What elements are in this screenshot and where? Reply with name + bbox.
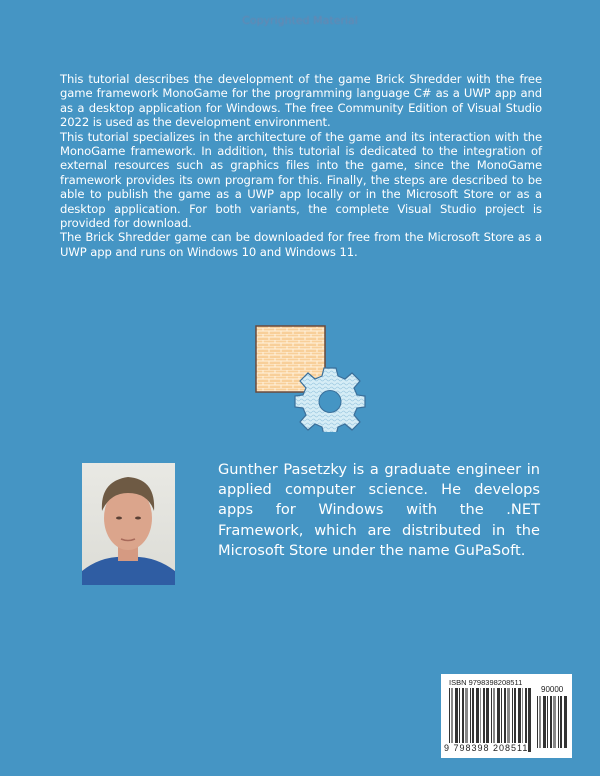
price-code: 90000: [541, 685, 564, 694]
addon-bars: [537, 696, 567, 748]
book-description: [60, 72, 542, 259]
copyright-watermark: Copyrighted Material: [242, 14, 358, 27]
author-bio: Gunther Pasetzky is a graduate engineer in applied computer science. He develops apps for Windows with the .NET Framework, which are distributed in the Microsoft Store under the name GuPaSoft.: [218, 461, 540, 559]
description-paragraph: The Brick Shredder game can be downloaded for free from the Microsoft Store as a UWP app and runs on Windows 10 and Windows 11.: [60, 230, 542, 259]
description-paragraph: This tutorial specializes in the architecture of the game and its interaction with the MonoGame framework. In addition, this tutorial is dedicated to the integration of external resources such as graphics files into the game, since the MonoGame framework provides its own program for this. Finally, the steps are described to be able to publish the game as a UWP app locally or in the Microsoft Store or as a desktop application. For both variants, the complete Visual Studio project is provided for download.: [60, 129, 542, 231]
barcode-digits: 9 798398 208511: [444, 743, 529, 753]
brick-gear-logo-icon: [248, 322, 368, 432]
author-photo: [82, 463, 175, 585]
isbn-barcode: [441, 674, 572, 758]
description-paragraph: This tutorial describes the development of the game Brick Shredder with the free game framework MonoGame for the programming language C# as a UWP app and as a desktop application for Windows. The free Community Edition of Visual Studio 2022 is used as the development environment.: [60, 72, 542, 130]
isbn-label: ISBN 9798398208511: [449, 678, 523, 687]
